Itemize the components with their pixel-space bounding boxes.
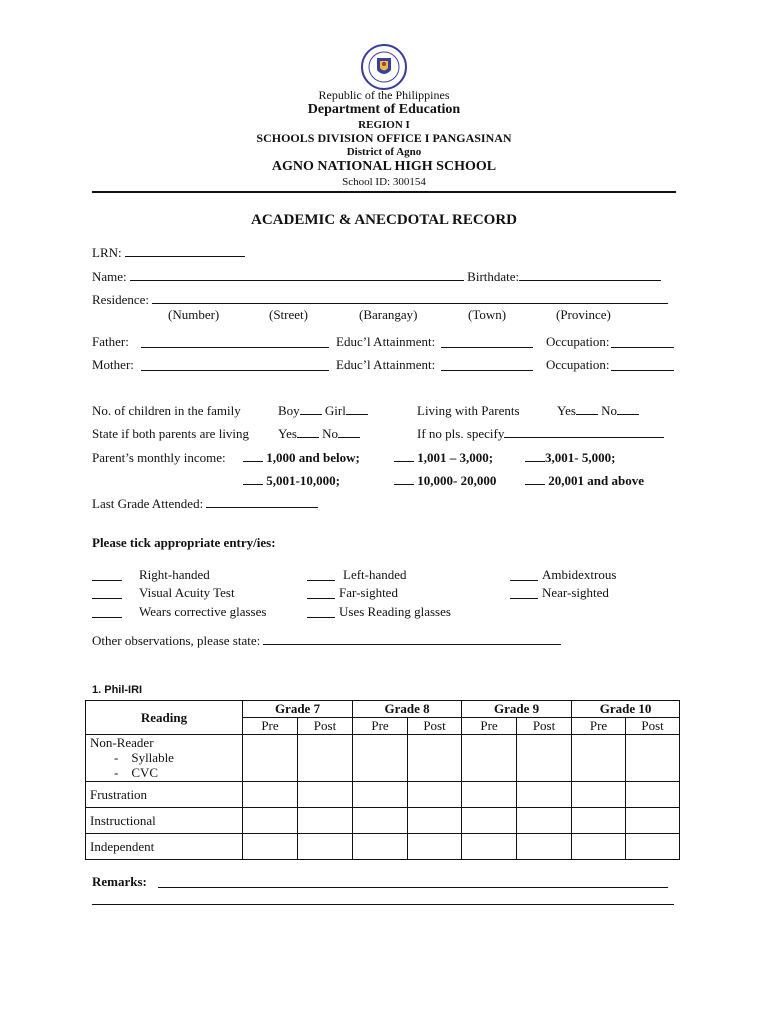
remarks-label: Remarks: xyxy=(92,874,147,889)
res-town-label: (Town) xyxy=(468,307,507,322)
syllable-item: - Syllable xyxy=(114,750,174,765)
other-obs-field xyxy=(92,633,561,649)
table-row xyxy=(86,782,680,808)
income-3-label: 3,001- 5,000; xyxy=(545,450,616,465)
income-5-label: 10,000- 20,000 xyxy=(417,473,497,488)
table-cell[interactable] xyxy=(298,735,353,782)
right-handed-label: Right-handed xyxy=(139,567,210,582)
left-handed-label: Left-handed xyxy=(343,567,407,582)
table-row xyxy=(86,735,680,782)
income-6-label: 20,001 and above xyxy=(548,473,644,488)
income-2-label: 1,001 – 3,000; xyxy=(417,450,494,465)
table-cell[interactable] xyxy=(517,782,572,808)
post-header: Post xyxy=(298,718,353,735)
pre-header: Pre xyxy=(572,718,626,735)
pre-header: Pre xyxy=(353,718,408,735)
remarks-line-1[interactable] xyxy=(158,876,668,888)
father-line[interactable] xyxy=(141,336,329,348)
far-sighted-line[interactable] xyxy=(307,587,335,599)
parents-no-label: No xyxy=(322,426,339,441)
income-opt-2 xyxy=(394,450,493,466)
ambidextrous-line[interactable] xyxy=(510,569,538,581)
district-text: District of Agno xyxy=(346,146,422,158)
table-cell[interactable] xyxy=(243,782,298,808)
table-cell[interactable] xyxy=(462,735,517,782)
parents-no-line[interactable] xyxy=(338,426,360,438)
income-4-label: 5,001-10,000; xyxy=(266,473,340,488)
table-cell[interactable] xyxy=(243,808,298,834)
table-cell[interactable] xyxy=(298,808,353,834)
father-label: Father: xyxy=(92,334,129,349)
income-opt-1 xyxy=(243,450,360,466)
school-name: AGNO NATIONAL HIGH SCHOOL xyxy=(271,159,497,174)
ambidextrous-label: Ambidextrous xyxy=(542,567,617,582)
pre-header: Pre xyxy=(462,718,517,735)
income-3-line[interactable] xyxy=(525,450,545,462)
visual-acuity-line[interactable] xyxy=(92,587,122,599)
res-number-label: (Number) xyxy=(168,307,220,322)
table-cell[interactable] xyxy=(408,808,462,834)
visual-acuity-label: Visual Acuity Test xyxy=(139,585,235,600)
birthdate-line[interactable] xyxy=(519,269,661,281)
income-5-line[interactable] xyxy=(394,473,414,485)
independent-label: Independent xyxy=(86,834,243,860)
parents-yesno xyxy=(278,426,360,442)
parents-yes-line[interactable] xyxy=(297,426,319,438)
table-cell[interactable] xyxy=(572,808,626,834)
mother-occupation-label: Occupation: xyxy=(546,357,610,372)
republic-text: Republic of the Philippines xyxy=(318,88,450,102)
boy-line[interactable] xyxy=(300,403,322,415)
table-cell[interactable] xyxy=(298,782,353,808)
table-cell[interactable] xyxy=(462,808,517,834)
name-label: Name: xyxy=(92,269,127,284)
income-1-line[interactable] xyxy=(243,450,263,462)
table-cell[interactable] xyxy=(462,782,517,808)
mother-educ-line[interactable] xyxy=(441,359,533,371)
if-no-label: If no pls. specify xyxy=(417,426,505,441)
reading-header: Reading xyxy=(86,701,243,735)
girl-line[interactable] xyxy=(346,403,368,415)
nonreader-cell xyxy=(86,735,243,782)
table-cell[interactable] xyxy=(408,834,462,860)
mother-line[interactable] xyxy=(141,359,329,371)
table-cell[interactable] xyxy=(626,834,680,860)
living-no-line[interactable] xyxy=(617,403,639,415)
page-title: ACADEMIC & ANECDOTAL RECORD xyxy=(251,212,517,228)
table-row xyxy=(86,834,680,860)
income-1-label: 1,000 and below; xyxy=(266,450,360,465)
parents-living-label: State if both parents are living xyxy=(92,426,250,441)
income-opt-4 xyxy=(243,473,340,489)
syllable-label: Syllable xyxy=(131,750,174,765)
boy-label: Boy xyxy=(278,403,300,418)
table-cell[interactable] xyxy=(462,834,517,860)
living-yesno xyxy=(557,403,639,419)
left-handed-line[interactable] xyxy=(307,569,335,581)
post-header: Post xyxy=(517,718,572,735)
income-opt-3 xyxy=(525,450,615,466)
last-grade-line[interactable] xyxy=(206,496,318,508)
residence-field xyxy=(92,292,668,308)
living-no-label: No xyxy=(601,403,618,418)
table-cell[interactable] xyxy=(353,834,408,860)
income-6-line[interactable] xyxy=(525,473,545,485)
name-line[interactable] xyxy=(130,269,464,281)
table-cell[interactable] xyxy=(408,735,462,782)
nonreader-label: Non-Reader xyxy=(90,735,154,750)
income-2-line[interactable] xyxy=(394,450,414,462)
region-text: REGION I xyxy=(358,119,410,131)
if-no-field xyxy=(417,426,664,442)
living-yes-line[interactable] xyxy=(576,403,598,415)
income-label: Parent’s monthly income: xyxy=(92,450,226,465)
table-cell[interactable] xyxy=(572,834,626,860)
father-educ-line[interactable] xyxy=(441,336,533,348)
near-sighted-label: Near-sighted xyxy=(542,585,609,600)
birthdate-label: Birthdate: xyxy=(467,269,520,284)
cvc-item: - CVC xyxy=(114,765,159,780)
table-row xyxy=(86,808,680,834)
tick-heading: Please tick appropriate entry/ies: xyxy=(92,535,276,550)
school-id: School ID: 300154 xyxy=(342,176,426,188)
post-header: Post xyxy=(626,718,680,735)
frustration-label: Frustration xyxy=(86,782,243,808)
pre-header: Pre xyxy=(243,718,298,735)
near-sighted-line[interactable] xyxy=(510,587,538,599)
income-4-line[interactable] xyxy=(243,473,263,485)
lrn-line[interactable] xyxy=(125,245,245,257)
girl-label: Girl xyxy=(324,403,346,418)
table-cell[interactable] xyxy=(243,735,298,782)
residence-label: Residence: xyxy=(92,292,150,307)
if-no-line[interactable] xyxy=(504,426,664,438)
residence-line[interactable] xyxy=(152,292,668,304)
table-cell[interactable] xyxy=(517,735,572,782)
income-opt-6 xyxy=(525,473,644,489)
table-cell[interactable] xyxy=(408,782,462,808)
reading-glasses-line[interactable] xyxy=(307,606,335,618)
parents-yes-label: Yes xyxy=(278,426,297,441)
children-label: No. of children in the family xyxy=(92,403,241,418)
mother-educ-label: Educ’l Attainment: xyxy=(336,357,436,372)
res-barangay-label: (Barangay) xyxy=(359,307,418,322)
table-cell[interactable] xyxy=(353,782,408,808)
res-province-label: (Province) xyxy=(556,307,611,322)
mother-occupation-line[interactable] xyxy=(611,359,674,371)
cvc-label: CVC xyxy=(131,765,159,780)
remarks-line-2[interactable] xyxy=(92,893,674,905)
instructional-label: Instructional xyxy=(86,808,243,834)
grade-10-header: Grade 10 xyxy=(572,701,680,718)
phil-iri-heading: 1. Phil-IRI xyxy=(92,684,143,696)
table-cell[interactable] xyxy=(298,834,353,860)
grade-7-header: Grade 7 xyxy=(243,701,353,718)
last-grade-label: Last Grade Attended: xyxy=(92,496,204,511)
grade-9-header: Grade 9 xyxy=(462,701,572,718)
living-yes-label: Yes xyxy=(557,403,576,418)
division-text: SCHOOLS DIVISION OFFICE I PANGASINAN xyxy=(256,131,512,145)
grade-8-header: Grade 8 xyxy=(353,701,462,718)
table-cell[interactable] xyxy=(517,834,572,860)
last-grade-field xyxy=(92,496,318,512)
living-label: Living with Parents xyxy=(417,403,520,418)
father-occupation-line[interactable] xyxy=(611,336,674,348)
table-cell[interactable] xyxy=(517,808,572,834)
mother-label: Mother: xyxy=(92,357,134,372)
father-occupation-label: Occupation: xyxy=(546,334,610,349)
table-cell[interactable] xyxy=(243,834,298,860)
table-cell[interactable] xyxy=(626,782,680,808)
phil-iri-table xyxy=(85,700,680,860)
deped-seal-icon xyxy=(361,44,407,90)
table-cell[interactable] xyxy=(572,735,626,782)
table-cell[interactable] xyxy=(353,735,408,782)
table-cell[interactable] xyxy=(353,808,408,834)
table-cell[interactable] xyxy=(626,808,680,834)
table-cell[interactable] xyxy=(626,735,680,782)
father-educ-label: Educ’l Attainment: xyxy=(336,334,436,349)
table-cell[interactable] xyxy=(572,782,626,808)
lrn-field xyxy=(92,245,245,261)
corrective-line[interactable] xyxy=(92,606,122,618)
far-sighted-label: Far-sighted xyxy=(339,585,398,600)
res-street-label: (Street) xyxy=(269,307,308,322)
other-obs-label: Other observations, please state: xyxy=(92,633,261,648)
post-header: Post xyxy=(408,718,462,735)
income-opt-5 xyxy=(394,473,496,489)
department-text: Department of Education xyxy=(307,102,461,117)
name-field xyxy=(92,269,661,285)
reading-glasses-label: Uses Reading glasses xyxy=(339,604,451,619)
lrn-label: LRN: xyxy=(92,245,122,260)
right-handed-line[interactable] xyxy=(92,569,122,581)
header-divider xyxy=(92,191,676,193)
corrective-label: Wears corrective glasses xyxy=(139,604,267,619)
other-obs-line[interactable] xyxy=(263,633,561,645)
boy-field xyxy=(278,403,368,419)
